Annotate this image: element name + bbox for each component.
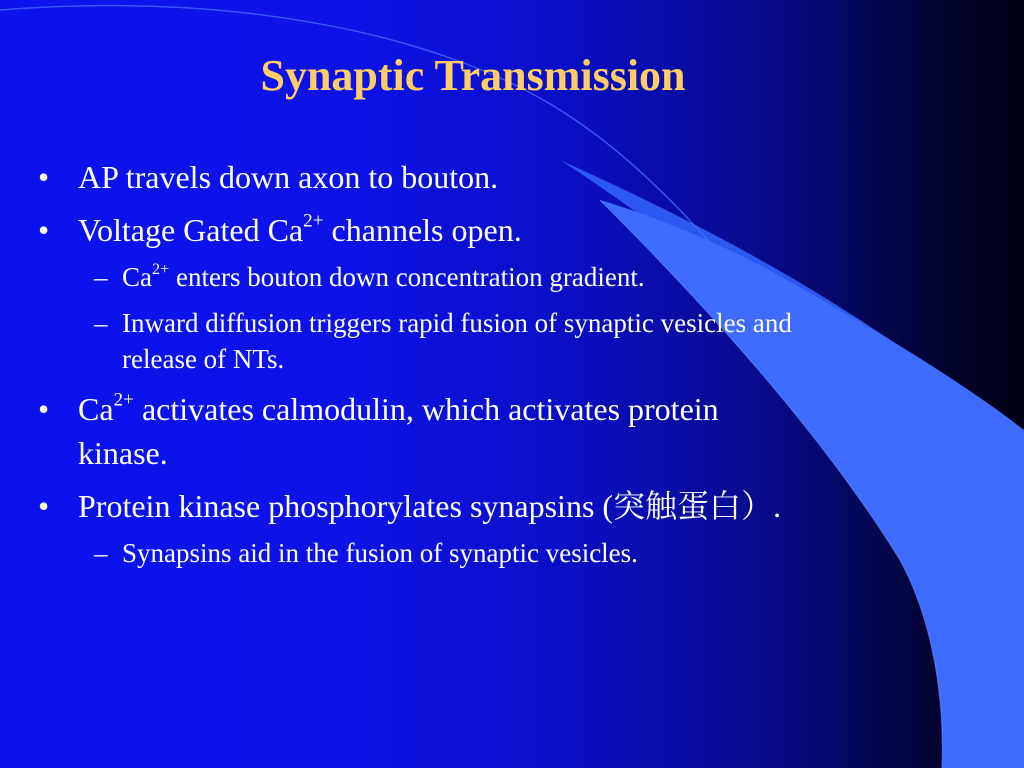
bullet-marker: • xyxy=(38,488,50,524)
bullet-line-1 xyxy=(78,387,958,431)
superscript-charge: 2+ xyxy=(303,210,324,232)
bullet-text-pre: Protein kinase phosphorylates synapsins ( xyxy=(78,488,614,524)
superscript-charge: 2+ xyxy=(152,259,170,278)
bullet-text-post: activates calmodulin, which activates protein xyxy=(133,391,719,427)
bullet-text-post: ）. xyxy=(741,488,782,524)
bullet-marker: • xyxy=(38,212,50,248)
subitem-text-pre: Ca xyxy=(122,262,152,292)
bullet-item-voltage-gated xyxy=(78,208,958,252)
bullet-text-pre: Ca xyxy=(78,391,114,427)
subitem-ca-enters xyxy=(122,259,992,295)
subitem-text: Synapsins aid in the fusion of synaptic vesicles. xyxy=(122,538,638,568)
bullet-marker: • xyxy=(38,391,50,427)
subitem-inward-diffusion xyxy=(122,305,992,377)
bullet-item-ap-travels xyxy=(78,155,958,199)
subitem-line-1: Inward diffusion triggers rapid fusion of synaptic vesicles and xyxy=(122,308,792,338)
subitem-synapsins-aid xyxy=(122,535,992,571)
dash-marker: – xyxy=(94,262,108,292)
dash-marker: – xyxy=(94,538,108,568)
slide-title: Synaptic Transmission xyxy=(260,51,686,100)
bullet-line-2: kinase. xyxy=(78,435,168,471)
bullet-marker: • xyxy=(38,159,50,195)
dash-marker: – xyxy=(94,308,108,338)
bullet-text-cjk: 突触蛋白 xyxy=(613,487,742,525)
superscript-charge: 2+ xyxy=(113,389,134,411)
subitem-text-post: enters bouton down concentration gradient. xyxy=(169,262,645,292)
bullet-text-post: channels open. xyxy=(323,212,522,248)
bullet-text: AP travels down axon to bouton. xyxy=(78,159,499,195)
bullet-text-pre: Voltage Gated Ca xyxy=(78,212,304,248)
subitem-line-2: release of NTs. xyxy=(122,344,285,374)
bullet-item-protein-kinase xyxy=(78,484,958,528)
bullet-item-calmodulin xyxy=(78,387,958,475)
